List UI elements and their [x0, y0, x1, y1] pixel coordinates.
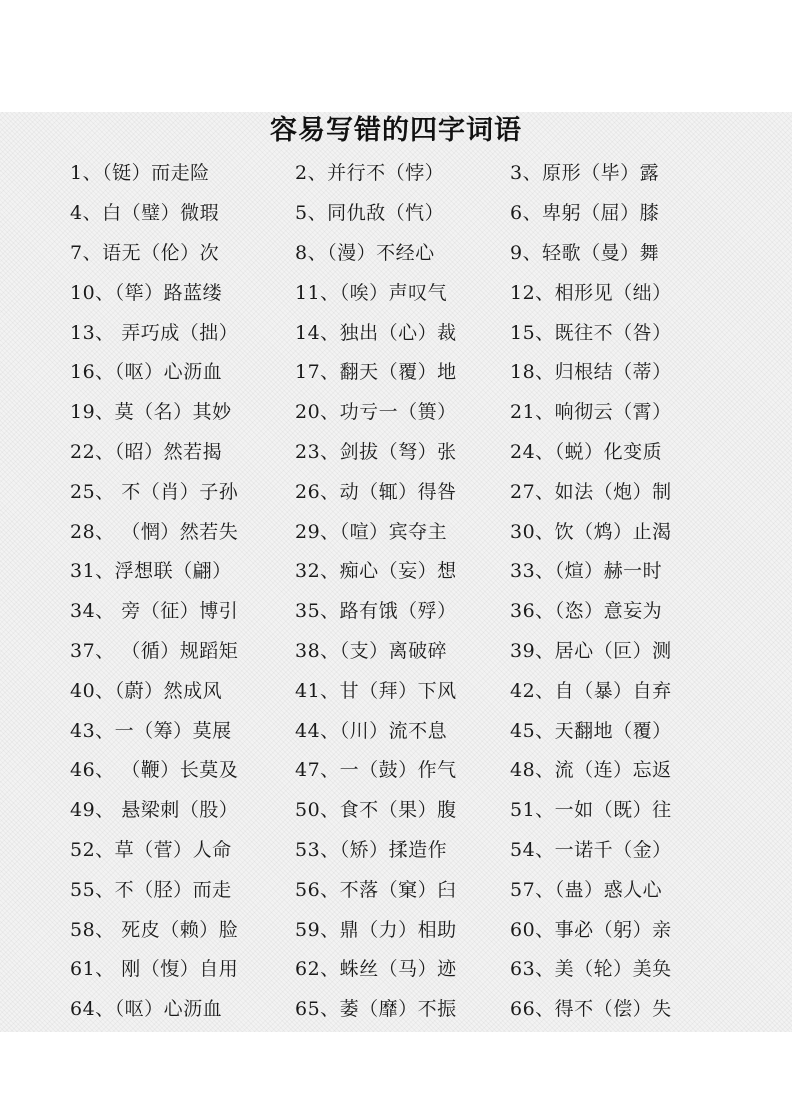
idiom-item: 41、甘（拜）下风 — [295, 679, 457, 702]
idiom-item: 21、响彻云（霄） — [510, 401, 672, 424]
idiom-item: 61、 刚（愎）自用 — [70, 958, 239, 981]
idiom-row — [70, 271, 770, 311]
idiom-item: 51、一如（既）往 — [510, 799, 672, 822]
idiom-row — [70, 311, 770, 351]
idiom-item: 52、草（菅）人命 — [70, 838, 232, 861]
idiom-item: 31、浮想联（翩） — [70, 560, 232, 583]
idiom-item: 6、卑躬（屈）膝 — [510, 202, 660, 225]
idiom-row — [70, 431, 770, 471]
idiom-item: 4、白（璧）微瑕 — [70, 202, 220, 225]
idiom-item: 66、得不（偿）失 — [510, 998, 672, 1021]
idiom-row — [70, 829, 770, 869]
idiom-item: 43、一（筹）莫展 — [70, 719, 232, 742]
idiom-item: 3、原形（毕）露 — [510, 162, 660, 185]
idiom-item: 17、翻天（覆）地 — [295, 361, 457, 384]
idiom-item: 38、（支）离破碎 — [295, 639, 448, 662]
idiom-item: 54、一诺千（金） — [510, 838, 672, 861]
idiom-grid — [70, 152, 770, 1028]
idiom-item: 58、 死皮（赖）脸 — [70, 918, 239, 941]
idiom-item: 63、美（轮）美奂 — [510, 958, 672, 981]
idiom-item: 48、流（连）忘返 — [510, 759, 672, 782]
idiom-item: 23、剑拔（弩）张 — [295, 440, 457, 463]
idiom-item: 1、（铤）而走险 — [70, 162, 210, 185]
idiom-item: 32、痴心（妄）想 — [295, 560, 457, 583]
idiom-row — [70, 868, 770, 908]
idiom-item: 65、萎（靡）不振 — [295, 998, 457, 1021]
idiom-row — [70, 510, 770, 550]
idiom-item: 12、相形见（绌） — [510, 281, 672, 304]
idiom-item: 8、（漫）不经心 — [295, 241, 435, 264]
idiom-item: 64、（呕）心沥血 — [70, 998, 223, 1021]
idiom-item: 47、一（鼓）作气 — [295, 759, 457, 782]
idiom-row — [70, 470, 770, 510]
idiom-row — [70, 948, 770, 988]
idiom-item: 46、 （鞭）长莫及 — [70, 759, 239, 782]
idiom-item: 19、莫（名）其妙 — [70, 401, 232, 424]
idiom-row — [70, 152, 770, 192]
idiom-row — [70, 590, 770, 630]
idiom-row — [70, 192, 770, 232]
idiom-item: 16、（呕）心沥血 — [70, 361, 223, 384]
idiom-row — [70, 669, 770, 709]
idiom-item: 22、（昭）然若揭 — [70, 440, 223, 463]
idiom-item: 59、鼎（力）相助 — [295, 918, 457, 941]
idiom-item: 5、同仇敌（忾） — [295, 202, 445, 225]
idiom-row — [70, 749, 770, 789]
idiom-item: 37、 （循）规蹈矩 — [70, 639, 239, 662]
idiom-row — [70, 351, 770, 391]
idiom-item: 2、并行不（悖） — [295, 162, 445, 185]
idiom-row — [70, 908, 770, 948]
idiom-item: 26、动（辄）得咎 — [295, 480, 457, 503]
idiom-item: 24、（蜕）化变质 — [510, 440, 663, 463]
idiom-row — [70, 232, 770, 272]
idiom-row — [70, 391, 770, 431]
idiom-item: 33、（煊）赫一时 — [510, 560, 663, 583]
idiom-item: 45、天翻地（覆） — [510, 719, 672, 742]
idiom-item: 13、 弄巧成（拙） — [70, 321, 239, 344]
idiom-item: 29、（喧）宾夺主 — [295, 520, 448, 543]
idiom-row — [70, 550, 770, 590]
idiom-row — [70, 630, 770, 670]
idiom-item: 44、（川）流不息 — [295, 719, 448, 742]
idiom-item: 15、既往不（咎） — [510, 321, 672, 344]
idiom-row — [70, 789, 770, 829]
idiom-item: 35、路有饿（殍） — [295, 600, 457, 623]
idiom-item: 60、事必（躬）亲 — [510, 918, 672, 941]
idiom-item: 50、食不（果）腹 — [295, 799, 457, 822]
idiom-item: 39、居心（叵）测 — [510, 639, 672, 662]
idiom-item: 36、（恣）意妄为 — [510, 600, 663, 623]
idiom-item: 40、（蔚）然成风 — [70, 679, 223, 702]
idiom-item: 62、蛛丝（马）迹 — [295, 958, 457, 981]
idiom-item: 14、独出（心）裁 — [295, 321, 457, 344]
idiom-row — [70, 709, 770, 749]
idiom-item: 34、 旁（征）博引 — [70, 600, 239, 623]
idiom-item: 55、不（胫）而走 — [70, 878, 232, 901]
idiom-item: 20、功亏一（篑） — [295, 401, 457, 424]
idiom-item: 27、如法（炮）制 — [510, 480, 672, 503]
idiom-item: 18、归根结（蒂） — [510, 361, 672, 384]
idiom-item: 53、（矫）揉造作 — [295, 838, 448, 861]
idiom-item: 57、（蛊）惑人心 — [510, 878, 663, 901]
idiom-row — [70, 988, 770, 1028]
idiom-item: 25、 不（肖）子孙 — [70, 480, 239, 503]
idiom-item: 10、（筚）路蓝缕 — [70, 281, 223, 304]
idiom-item: 28、 （惘）然若失 — [70, 520, 239, 543]
idiom-item: 30、饮（鸩）止渴 — [510, 520, 672, 543]
idiom-item: 9、轻歌（曼）舞 — [510, 241, 660, 264]
idiom-item: 42、自（暴）自弃 — [510, 679, 672, 702]
idiom-item: 11、（唉）声叹气 — [295, 281, 448, 304]
page-title: 容易写错的四字词语 — [270, 115, 522, 146]
idiom-item: 56、不落（窠）臼 — [295, 878, 457, 901]
idiom-item: 49、 悬梁刺（股） — [70, 799, 239, 822]
idiom-item: 7、语无（伦）次 — [70, 241, 220, 264]
